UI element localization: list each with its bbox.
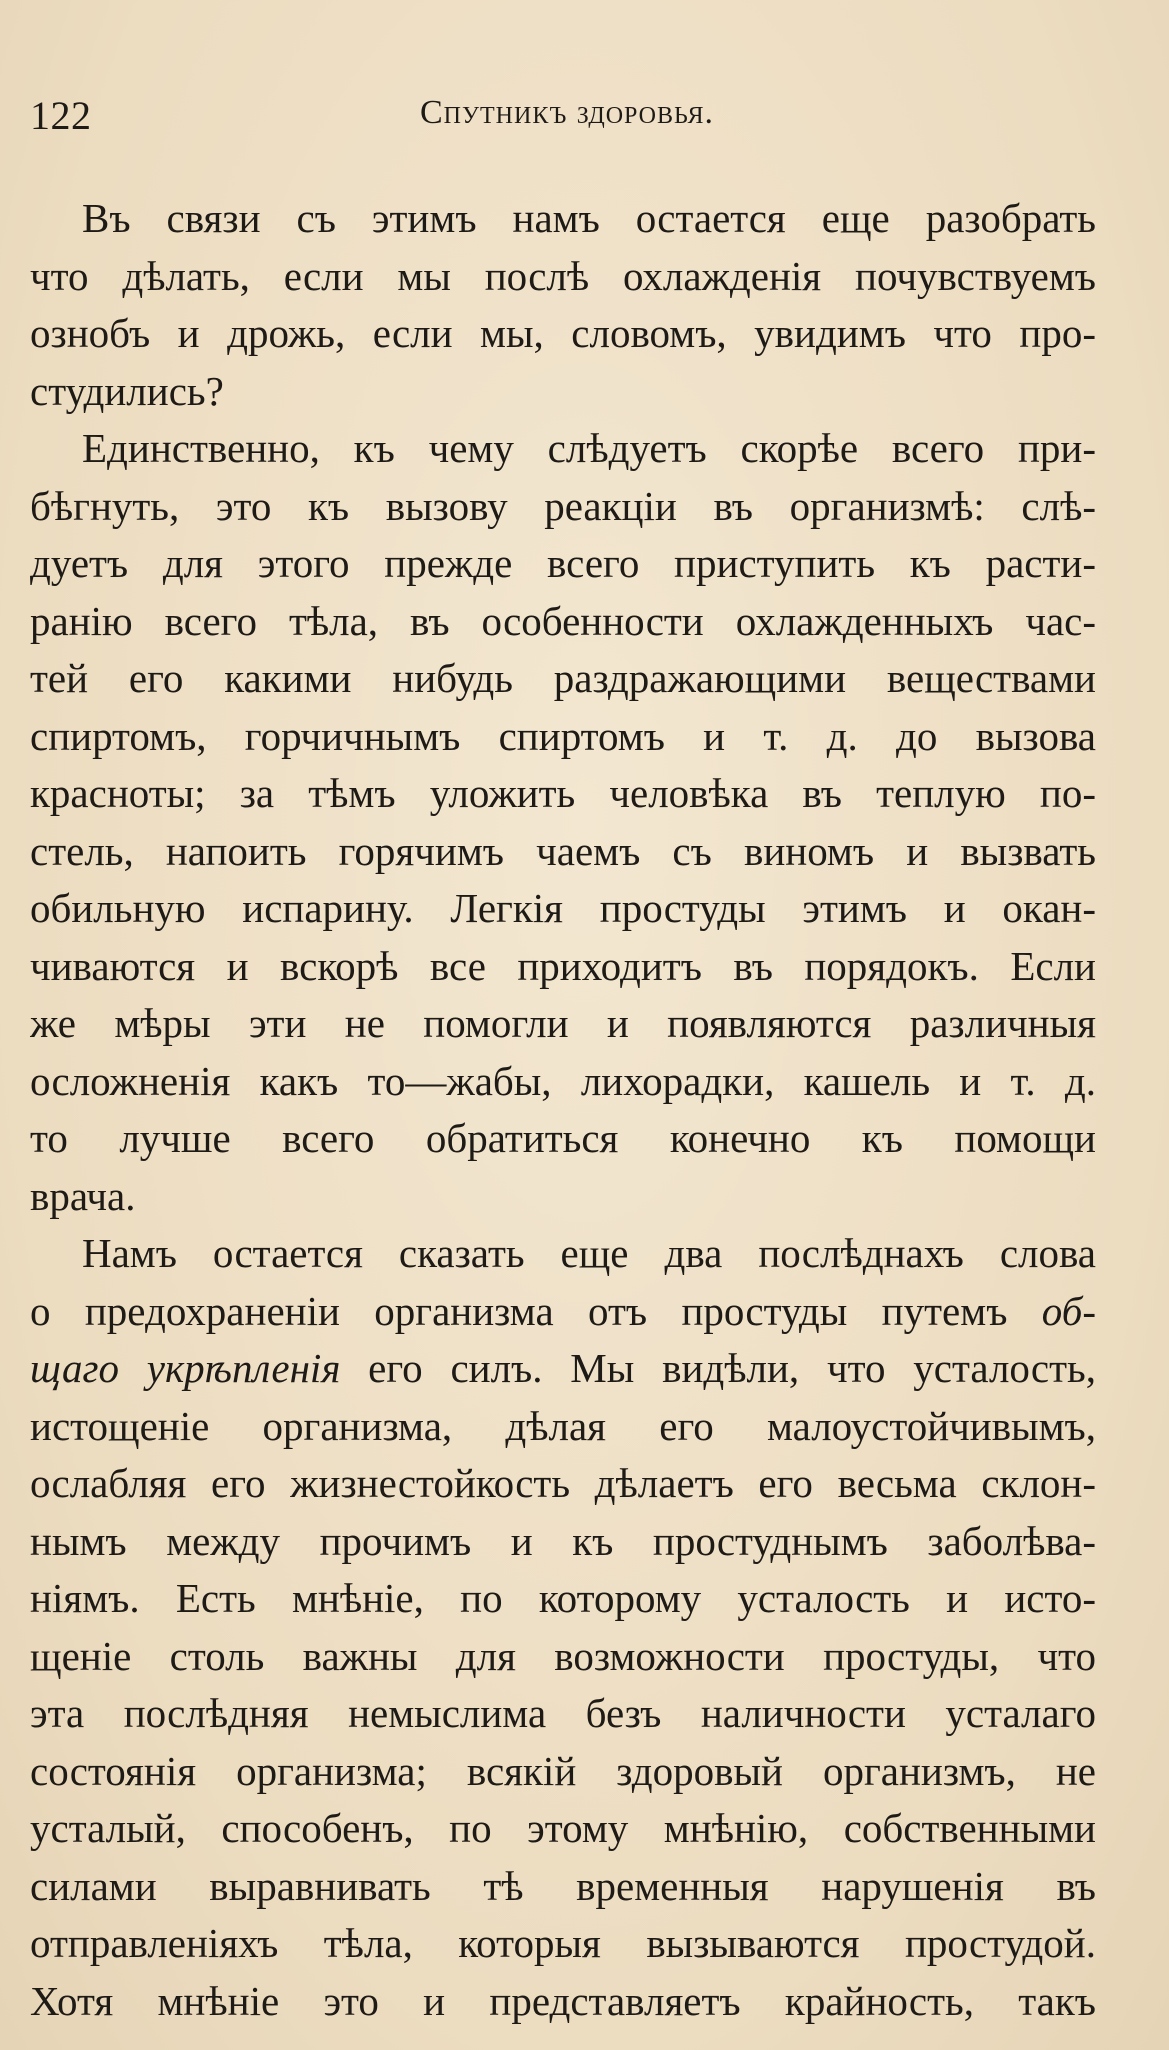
running-head	[30, 92, 1096, 144]
emphasis-text: об-	[1041, 1287, 1096, 1334]
text-line: спиртомъ, горчичнымъ спиртомъ и т. д. до вызова	[30, 712, 1096, 759]
text-line: Намъ остается сказать еще два послѣднахъ слова	[82, 1230, 1096, 1276]
text-span: его силъ. Мы видѣли, что усталость,	[340, 1345, 1096, 1391]
text-line: ослабляя его жизнестойкость дѣлаетъ его весьма склон-	[30, 1460, 1096, 1506]
text-line: ніямъ. Есть мнѣніе, по которому усталость и исто-	[30, 1575, 1096, 1621]
text-line: же мѣры эти не помогли и появляются различныя	[30, 1000, 1096, 1046]
book-page	[30, 92, 1096, 2024]
text-line: ранію всего тѣла, въ особенности охлажденныхъ час-	[30, 597, 1096, 644]
text-line: осложненія какъ то—жабы, лихорадки, кашель и т. д.	[30, 1057, 1096, 1104]
page-number: 122	[30, 93, 92, 138]
text-line: Единственно, къ чему слѣдуетъ скорѣе всего при-	[82, 425, 1096, 471]
text-line	[30, 1283, 1096, 1341]
text-line: бѣгнуть, это къ вызову реакціи въ организмѣ: слѣ-	[30, 482, 1096, 529]
emphasis-text: щаго укрѣпленія	[30, 1345, 341, 1391]
text-line: состоянія организма; всякій здоровый организмъ, не	[30, 1747, 1096, 1794]
text-line: щеніе столь важны для возможности простуды, что	[30, 1632, 1096, 1679]
text-line: Хотя мнѣніе это и представляетъ крайность, такъ	[30, 1977, 1096, 2024]
text-line: отправленіяхъ тѣла, которыя вызываются простудой.	[30, 1920, 1096, 1966]
text-span: о предохраненіи организма отъ простуды путемъ	[30, 1287, 1042, 1334]
text-line: врача.	[30, 1172, 136, 1219]
text-line: усталый, способенъ, по этому мнѣнію, собственными	[30, 1805, 1096, 1851]
text-line: Въ связи съ этимъ намъ остается еще разобрать	[82, 195, 1096, 241]
running-title: Спутникъ здоровья.	[420, 94, 715, 131]
text-line	[30, 1340, 1096, 1398]
text-line: что дѣлать, если мы послѣ охлажденія почувствуемъ	[30, 252, 1096, 299]
text-line: нымъ между прочимъ и къ простуднымъ заболѣва-	[30, 1517, 1096, 1564]
text-line: красноты; за тѣмъ уложить человѣка въ теплую по-	[30, 770, 1096, 816]
text-line: силами выравнивать тѣ временныя нарушенія въ	[30, 1862, 1096, 1909]
text-line: дуетъ для этого прежде всего приступить къ расти-	[30, 540, 1096, 586]
text-line: стель, напоить горячимъ чаемъ съ виномъ и вызвать	[30, 827, 1096, 874]
text-line: обильную испарину. Легкія простуды этимъ и окан-	[30, 885, 1096, 931]
text-line: ознобъ и дрожь, если мы, словомъ, увидимъ что про-	[30, 310, 1096, 356]
text-line: то лучше всего обратиться конечно къ помощи	[30, 1115, 1096, 1161]
text-line: чиваются и вскорѣ все приходитъ въ порядокъ. Если	[30, 942, 1096, 989]
text-line: истощеніе организма, дѣлая его малоустойчивымъ,	[30, 1402, 1096, 1449]
body-text	[30, 190, 1096, 2030]
text-line: эта послѣдняя немыслима безъ наличности усталаго	[30, 1690, 1096, 1736]
text-line: студились?	[30, 367, 224, 414]
text-line: тей его какими нибудь раздражающими веществами	[30, 655, 1096, 701]
